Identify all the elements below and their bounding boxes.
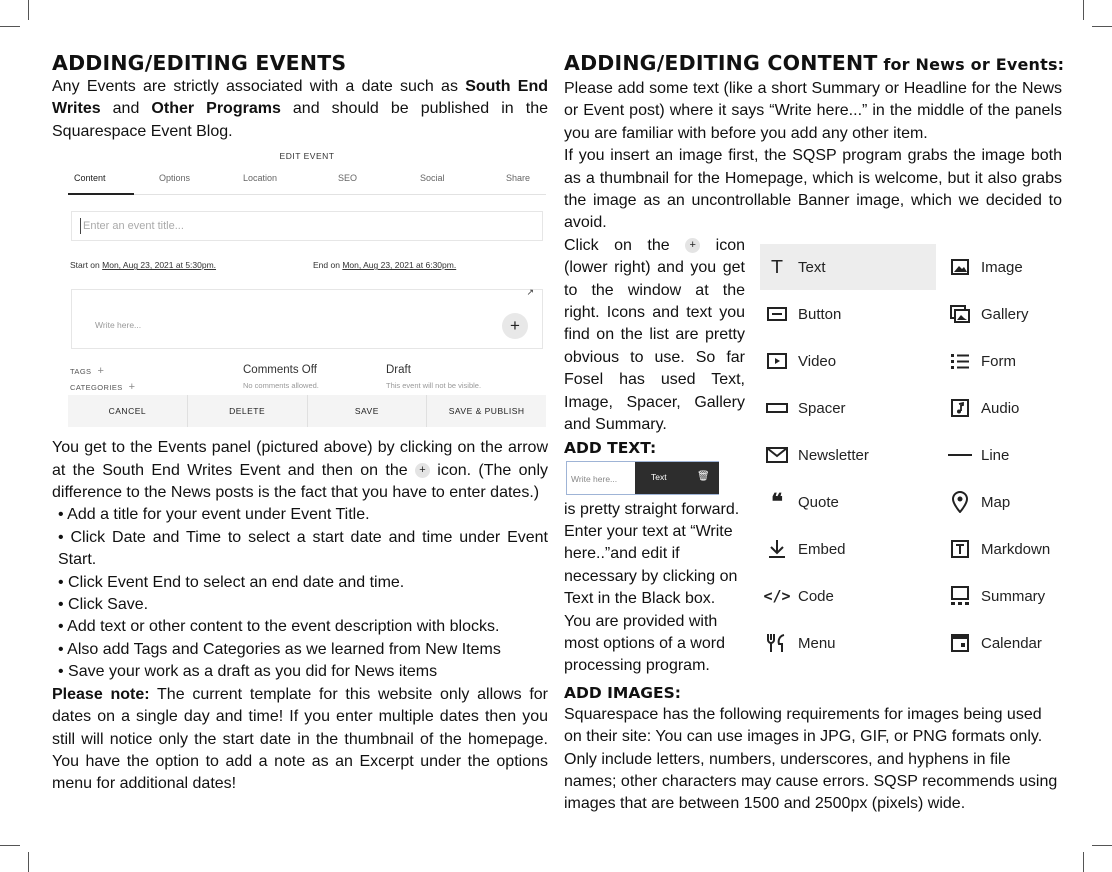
block-label: Text [798, 258, 826, 276]
edit-event-tabs [68, 169, 546, 195]
add-category-icon: + [128, 381, 136, 394]
please-note-paragraph: Please note: The current template for this website only allows for dates on a single day and time! If you enter multiple dates then you still will notice only the start date in the thumbnail of the homepage. You have the option to add a note as an Excerpt under the options menu for additional dates! [52, 685, 548, 793]
comments-setting[interactable]: Comments Off [243, 364, 317, 377]
event-end-date[interactable]: End on Mon, Aug 23, 2021 at 6:30pm. [313, 260, 457, 271]
plus-icon: + [685, 238, 700, 253]
content-paragraph-2: If you insert an image first, the SQSP program grabs the image both as a thumbnail for the Homepage, which is welcome, but it also grabs the image as an uncontrollable Banner image, which we decided to avoid. [564, 147, 1062, 232]
line-icon [947, 442, 973, 468]
cancel-button[interactable]: CANCEL [68, 395, 188, 427]
text-cursor [80, 218, 81, 234]
audio-icon [947, 395, 973, 421]
map-pin-icon [947, 489, 973, 515]
crop-mark [0, 26, 20, 27]
code-icon: </> [763, 587, 791, 605]
add-block-plus-icon[interactable]: + [502, 313, 528, 339]
list-item: • Click Event End to select an end date and time. [58, 573, 405, 591]
tags-field[interactable]: TAGS + [70, 365, 105, 378]
save-button[interactable]: SAVE [308, 395, 428, 427]
block-line[interactable] [943, 432, 1112, 478]
block-label: Image [981, 258, 1023, 276]
draft-status[interactable]: Draft [386, 364, 411, 377]
block-menu[interactable] [760, 620, 936, 666]
delete-button[interactable]: DELETE [188, 395, 308, 427]
block-summary[interactable] [943, 573, 1112, 619]
tab-share[interactable]: Share [506, 173, 531, 184]
content-paragraph-1: Please add some text (like a short Summary or Headline for the News or Event post) where it says “Write here...” in the middle of the panels you are familiar with before you add any other item. [564, 80, 1062, 142]
crop-mark [1092, 26, 1112, 27]
block-label: Spacer [798, 399, 846, 417]
events-heading: ADDING/EDITING EVENTS [52, 51, 347, 75]
event-steps-list [52, 504, 548, 683]
button-icon [764, 301, 790, 327]
spacer-icon [764, 395, 790, 421]
block-label: Video [798, 352, 837, 370]
block-button[interactable] [760, 291, 936, 337]
event-start-date[interactable]: Start on Mon, Aug 23, 2021 at 5:30pm. [70, 260, 217, 271]
summary-icon [947, 583, 973, 609]
block-label: Markdown [981, 540, 1051, 558]
edit-event-footer [68, 395, 546, 427]
block-spacer[interactable] [760, 385, 936, 431]
wrapped-text-column [564, 235, 745, 678]
content-heading: ADDING/EDITING CONTENT for News or Events: [564, 51, 1065, 75]
block-label: Button [798, 305, 842, 323]
left-column [52, 50, 548, 796]
add-images-heading: ADD IMAGES: [564, 683, 681, 702]
quote-icon: ❝ [771, 489, 783, 515]
events-intro: Any Events are strictly associated with a date such as South End Writes and Other Programs and should be published in the Squarespace Event Blog. [52, 78, 548, 140]
block-form[interactable] [943, 338, 1112, 384]
add-images-paragraph: Squarespace has the following requirements for images being used on their site: You can use images in JPG, GIF, or PNG formats only. Only include letters, numbers, underscores, and hyphens in file names; other characters may cause errors. SQSP recommends using images that are between 1500 and 2500px (pixels) wide. [564, 705, 1058, 813]
menu-fork-icon [764, 630, 790, 656]
block-newsletter[interactable] [760, 432, 936, 478]
events-panel-paragraph: You get to the Events panel (pictured above) by clicking on the arrow at the South End Writes Event and then on the + icon. (The only difference to the News posts is the fact that you have to enter dates.) [52, 439, 548, 502]
edit-event-title: EDIT EVENT [279, 151, 335, 162]
embed-icon [764, 536, 790, 562]
block-gallery[interactable] [943, 291, 1112, 337]
block-calendar[interactable] [943, 620, 1112, 666]
block-quote[interactable] [760, 479, 936, 525]
add-tag-icon: + [97, 365, 105, 378]
text-block-toolbar [566, 461, 719, 495]
block-label: Map [981, 493, 1011, 511]
list-item: • Also add Tags and Categories as we learned from New Items [58, 640, 501, 658]
plus-icon: + [415, 463, 430, 478]
list-item: • Add a title for your event under Event Title. [58, 506, 370, 524]
list-item: • Add text or other content to the event description with blocks. [58, 618, 500, 636]
tab-seo[interactable]: SEO [338, 173, 358, 184]
gallery-icon [947, 301, 973, 327]
block-label: Code [798, 587, 834, 605]
block-audio[interactable] [943, 385, 1112, 431]
tab-social[interactable]: Social [420, 173, 445, 184]
crop-mark [28, 0, 29, 20]
event-title-placeholder: Enter an event title... [83, 220, 184, 233]
tab-location[interactable]: Location [243, 173, 278, 184]
trash-icon[interactable]: 🗑 [697, 470, 710, 482]
event-title-input[interactable] [71, 211, 543, 241]
block-code[interactable] [760, 573, 936, 619]
block-picker-menu [760, 244, 1080, 674]
block-label: Audio [981, 399, 1020, 417]
tab-options[interactable]: Options [159, 173, 191, 184]
block-label: Gallery [981, 305, 1029, 323]
text-edit-button[interactable]: Text [651, 471, 667, 482]
block-label: Summary [981, 587, 1046, 605]
block-map[interactable] [943, 479, 1112, 525]
crop-mark [1083, 0, 1084, 20]
block-video[interactable] [760, 338, 936, 384]
write-here-placeholder: Write here... [571, 473, 618, 484]
image-icon [947, 254, 973, 280]
block-image[interactable] [943, 244, 1112, 290]
newsletter-icon [764, 442, 790, 468]
add-text-heading: ADD TEXT: [564, 438, 657, 457]
form-icon [947, 348, 973, 374]
crop-mark [1092, 845, 1112, 846]
tab-content[interactable]: Content [74, 173, 106, 184]
text-icon: T [771, 256, 783, 278]
block-label: Newsletter [798, 446, 869, 464]
save-publish-button[interactable]: SAVE & PUBLISH [448, 406, 525, 417]
crop-mark [0, 845, 20, 846]
body-placeholder: Write here... [95, 320, 142, 331]
video-icon [764, 348, 790, 374]
active-tab-indicator [68, 193, 134, 195]
block-label: Form [981, 352, 1016, 370]
event-body-editor[interactable] [71, 289, 543, 349]
add-text-paragraph: is pretty straight forward. Enter your text at “Write here..”and edit if necessary by clicking on Text in the Black box. You are provided with most options of a word processing program. [564, 500, 740, 675]
list-item: • Click Date and Time to select a start date and time under Event Start. [58, 528, 548, 569]
crop-mark [1083, 852, 1084, 872]
click-plus-paragraph: Click on the + icon (lower right) and you get to the window at the right. Icons and text you find on the list are pretty obvious to use. So far Fosel has used Text, Image, Spacer, Gallery and Summary. [564, 236, 745, 434]
list-item: • Save your work as a draft as you did for News items [58, 663, 438, 681]
markdown-icon [947, 536, 973, 562]
calendar-icon [947, 630, 973, 656]
block-label: Calendar [981, 634, 1042, 652]
crop-mark [28, 852, 29, 872]
comments-subtext: No comments allowed. [243, 381, 319, 391]
block-label: Quote [798, 493, 839, 511]
block-label: Embed [798, 540, 846, 558]
block-markdown[interactable] [943, 526, 1112, 572]
draft-subtext: This event will not be visible. [386, 381, 482, 391]
block-embed[interactable] [760, 526, 936, 572]
text-black-box[interactable] [635, 462, 719, 494]
list-item: • Click Save. [58, 596, 149, 614]
categories-field[interactable]: CATEGORIES + [70, 381, 136, 394]
edit-event-panel [68, 151, 546, 427]
expand-icon[interactable]: ↗ [526, 287, 534, 298]
block-label: Menu [798, 634, 836, 652]
block-text[interactable] [760, 244, 936, 290]
block-label: Line [981, 446, 1010, 464]
